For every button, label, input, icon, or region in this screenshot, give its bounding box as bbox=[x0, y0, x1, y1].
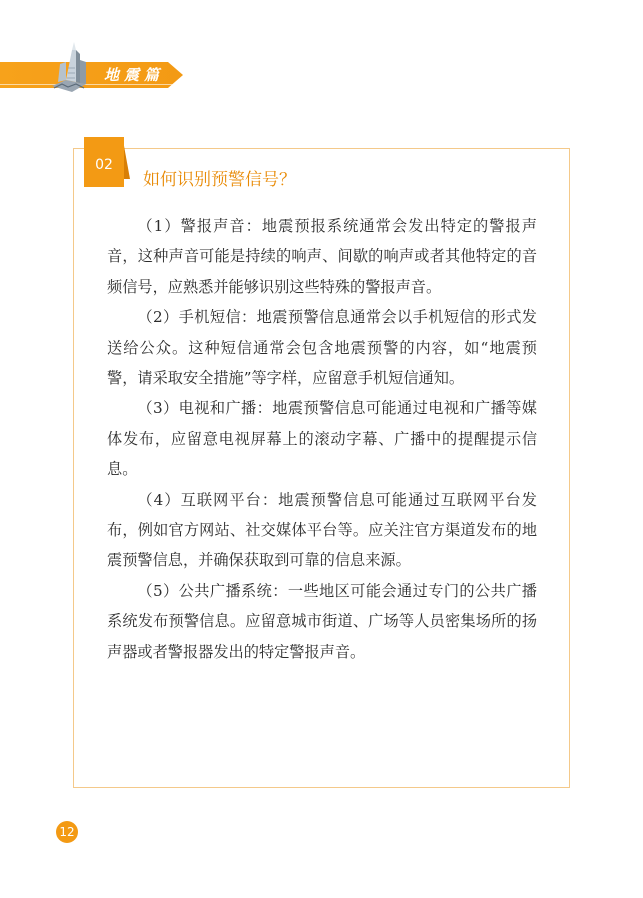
paragraph-tv-radio: （3）电视和广播：地震预警信息可能通过电视和广播等媒体发布，应留意电视屏幕上的滚动字幕、广播中的提醒提示信息。 bbox=[107, 399, 537, 479]
paragraph-public-broadcast: （5）公共广播系统：一些地区可能会通过专门的公共广播系统发布预警信息。应留意城市街道、广场等人员密集场所的扬声器或者警报器发出的特定警报声音。 bbox=[107, 581, 537, 661]
paragraph-sms: （2）手机短信：地震预警信息通常会以手机短信的形式发送给公众。这种短信通常会包含地震预警的内容，如“地震预警，请采取安全措施”等字样，应留意手机短信通知。 bbox=[107, 308, 537, 388]
page-number: 12 bbox=[56, 821, 78, 843]
chapter-title: 地震篇 bbox=[104, 66, 165, 84]
section-body bbox=[107, 211, 537, 667]
city-building-icon bbox=[46, 40, 100, 94]
paragraph-alarm-sound: （1）警报声音：地震预报系统通常会发出特定的警报声音，这种声音可能是持续的响声、间歇的响声或者其他特定的音频信号，应熟悉并能够识别这些特殊的警报声音。 bbox=[107, 217, 537, 296]
section-title: 如何识别预警信号？ bbox=[143, 170, 296, 190]
paragraph-internet: （4）互联网平台：地震预警信息可能通过互联网平台发布，例如官方网站、社交媒体平台等。应关注官方渠道发布的地震预警信息，并确保获取到可靠的信息来源。 bbox=[107, 490, 537, 570]
section-number-tab: 02 bbox=[84, 137, 124, 187]
